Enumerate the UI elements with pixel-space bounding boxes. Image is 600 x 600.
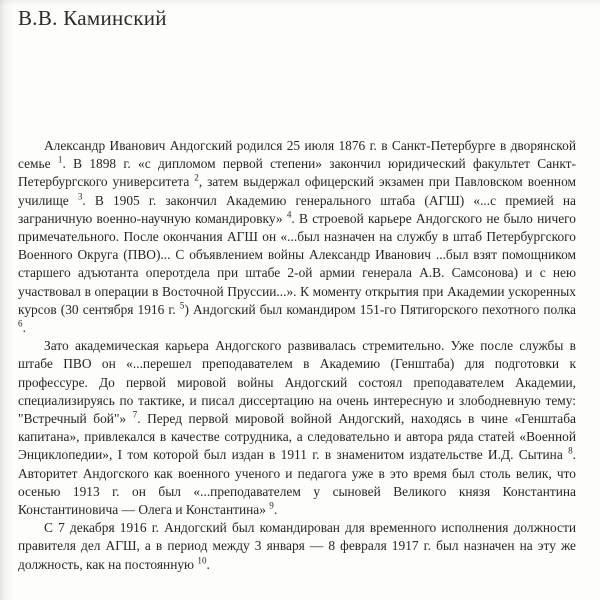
paragraph-3: С 7 декабря 1916 г. Андогский был командирован для временного исполнения должности правителя дел АГШ, а в период между 3 января — 8 февраля 1917 г. был назначен на эту же должность, как на постоянную $^{10}$.: [18, 520, 576, 572]
body-text-block: [18, 137, 576, 574]
footnote-marker: 2: [194, 172, 199, 183]
footnote-marker: 10: [197, 555, 207, 566]
footnote-marker: 5: [179, 300, 185, 311]
paragraph-1: Александр Иванович Андогский родился 25 июля 1876 г. в Санкт-Петербурге в дворянской семье $^1$. В 1898 г. «с дипломом первой степени» закончил юридический факультет Санкт-Петербургского университета $^2$, затем выдержал офицерский экзамен при Павловском военном училище $^3$. В 1905 г. закончил Академию генерального штаба (АГШ) «...с премией на заграничную военно-научную командировку» $^4$. В строевой карьере Андогского не было ничего примечательного. После окончания АГШ он «...был назначен на службу в штаб Петербургского Военного Округа (ПВО)... С объявлением войны Александр Иванович ...был взят помощником старшего адъютанта оперотдела при штабе 2-ой армии генерала А.В. Самсонова) и с нею участвовал в операции в Восточной Пруссии...». К моменту открытия при Академии ускоренных курсов (30 сентября 1916 г. $^5$) Андогский был командиром 151-го Пятигорского пехотного полка $^6$.: [18, 138, 577, 336]
footnote-marker: 1: [57, 154, 63, 165]
footnote-marker: 9: [269, 500, 274, 511]
footnote-marker: 8: [568, 445, 573, 456]
footnote-marker: 6: [18, 318, 23, 329]
scan-shadow-left: [0, 0, 14, 600]
footnote-marker: 7: [132, 409, 138, 420]
paragraph-2: Зато академическая карьера Андогского развивалась стремительно. Уже после службы в штабе ПВО он «...перешел преподавателем в Академию (Генштаба) для подготовки к профессуре. До первой мировой войны Андогский состоял преподавателем Академии, специализируясь по тактике, и писал диссертацию на очень интересную и злободневную тему: "Встречный бой"» $^7$. Перед первой мировой войной Андогский, находясь в чине «Генштаба капитана», привлекался в качестве сотрудника, а следовательно и автора ряда статей «Военной Энциклопедии», I том которой был издан в 1911 г. в знаменитом издательстве И.Д. Сытина $^8$. Авторитет Андогского как военного ученого и педагога уже в это время был столь велик, что осенью 1913 г. он был «...преподавателем у сыновей Великого князя Константина Константиновича — Олега и Константина» $^9$.: [18, 338, 576, 518]
author-header: В.В. Каминский: [18, 6, 167, 30]
footnote-marker: 3: [77, 191, 83, 202]
footnote-marker: 4: [286, 209, 292, 220]
